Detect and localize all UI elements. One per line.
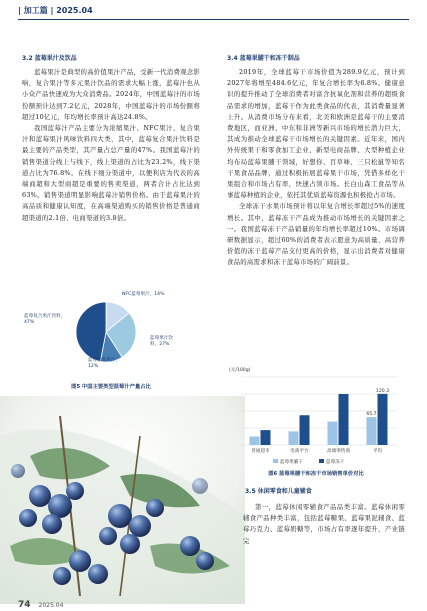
bar [261, 430, 271, 445]
x-tick-label: 普通超市 [251, 449, 270, 454]
bar [367, 417, 377, 445]
pie-label-flavor: 蓝莓果汁饮料，27% [150, 336, 173, 347]
bar-chart-figure [227, 363, 405, 481]
y-axis-label: (元/100g) [229, 368, 251, 373]
bar [250, 437, 260, 446]
legend-swatch [319, 459, 324, 463]
x-tick-label: 平均 [372, 449, 383, 454]
blueberry-photo [0, 396, 245, 604]
left-column [22, 53, 200, 224]
bar [300, 415, 310, 445]
bar-chart [227, 363, 405, 467]
data-label: 120.3 [375, 388, 390, 394]
paragraph: 我国蓝莓汁产品主要分为浓缩果汁、NFC果汁、复合果汁和蓝莓果汁风味饮料四大类，其中，蓝莓复合果汁饮料是最主要的产品类型，其产量占总产量的47%。我国蓝莓汁的销售渠道分线上与线下，线上渠道的占比为23.2%，线下渠道占比为76.8%。在线下细分渠道中，以便利店为代表的高端商超和大型商超是重要的售卖渠道，两者合计占比达到63%。销售渠道明显影响蓝莓汁销售价格。由于蓝莓果汁的高品质和健康认知度，在高端渠道购买的销售价格是普通商超渠道的2.1倍、电商渠道的3.8倍。 [22, 124, 200, 222]
issue-date: 2025.04 [38, 602, 64, 609]
x-tick-label: 电商平台 [290, 449, 309, 454]
paragraph: 蓝莓果汁是典型的高价值果汁产品，受新一代消费观念影响，复合果汁等多元果汁饮品的需求大幅上涨，蓝莓汁也从小众产品快速成为大众消费品。2024年，中国蓝莓汁的市场份额预计达到7.2亿元，2028年，中国蓝莓汁的市场份额将超过10亿元，年均增长率预计高达24.8%。 [22, 68, 201, 121]
legend-swatch [273, 459, 278, 463]
data-label: 65.7 [366, 412, 377, 418]
legend-label: 蓝莓果脯干 [280, 460, 303, 465]
x-tick-label: 高端零售商 [327, 449, 350, 454]
magazine-title: | 加工篇 | 2025.04 [18, 6, 93, 15]
pie-label-nfc: NFC蓝莓果汁，14% [122, 292, 165, 297]
pie-label-compound: 蓝莓复合果汁饮料，47% [24, 314, 66, 325]
legend-label: 蓝莓冻干 [326, 460, 345, 465]
page-footer [18, 592, 63, 611]
bar [339, 394, 349, 445]
paragraph: 全球冻干水果市场预计将以年复合增长率超过5%的速度增长。其中，蓝莓冻干产品成为推动市场增长的关键因素之一。我国蓝莓冻干产品销量的年均增长率超过10%。市场调研数据显示，超过60%的消费者表示愿意为高质量、高营养价值的冻干蓝莓产品支付更高的价格，显示出消费者对健康食品的高需求和冻干蓝莓市场的广阔前景。 [227, 202, 405, 267]
bar [289, 431, 299, 445]
blueberry-illustration [0, 396, 245, 604]
section-title-3-5: 3.5 休闲零食和儿童辅食 [245, 488, 312, 495]
pie-label-concentrate: 蓝莓浓缩果汁，12% [88, 358, 121, 369]
figure-5-caption: 图5 中国主要类型蓝莓汁产量占比 [71, 384, 151, 390]
section-3-5 [227, 486, 405, 500]
page-header [0, 0, 427, 26]
header-rule [18, 19, 409, 20]
section-3-5-body [243, 502, 405, 547]
pie-chart-figure [22, 290, 200, 390]
section-title-3-2: 3.2 蓝莓果汁及饮品 [22, 55, 77, 62]
section-title-3-4: 3.4 蓝莓果脯干和冻干制品 [227, 55, 300, 62]
bar [328, 422, 338, 445]
pie-slice [76, 302, 106, 361]
page-number: 74 [18, 600, 31, 610]
paragraph: 第一，蓝莓休闲零辅食产品品类丰富。蓝莓休闲零辅食产品种类丰富，包括蓝莓糖果、蓝莓果泥辅食、蓝莓巧克力、蓝莓奶糖等，市场占有率逐年提升，产业链完 [243, 503, 405, 545]
figure-6-caption: 图6 蓝莓果脯干和冻干市场销售单价对比 [268, 471, 364, 477]
bar [378, 394, 388, 445]
paragraph: 2019年，全球蓝莓干市场价值为289.9亿元，预计到2027年将增至484.6亿元，年复合增长率为6.8%。健康意识的提升推动了全球消费者对富含抗氧化剂和营养的超级食品需求的增加，蓝莓干作为此类食品的代表，其消费量显著上升。从消费市场分布来看，北美和欧洲是蓝莓干的主要消费地区，而亚洲、中东和非洲等新兴市场的增长潜力巨大，其成为推动全球蓝莓干市场增长的关键因素。近年来，国内外传统果干和零食加工企业、新型电商品牌、大型种植企业均布局蓝莓果脯干领域，好想你、百草味、三只松鼠等知名干果食品品牌，通过积极拓展蓝莓果干市场，凭借多样化干果组合和市场占有率，快速占领市场。长白山森工食品等从事蓝莓种植的企业，依托其优质蓝莓资源也积极抢占市场。 [227, 68, 405, 200]
right-column [227, 53, 405, 269]
